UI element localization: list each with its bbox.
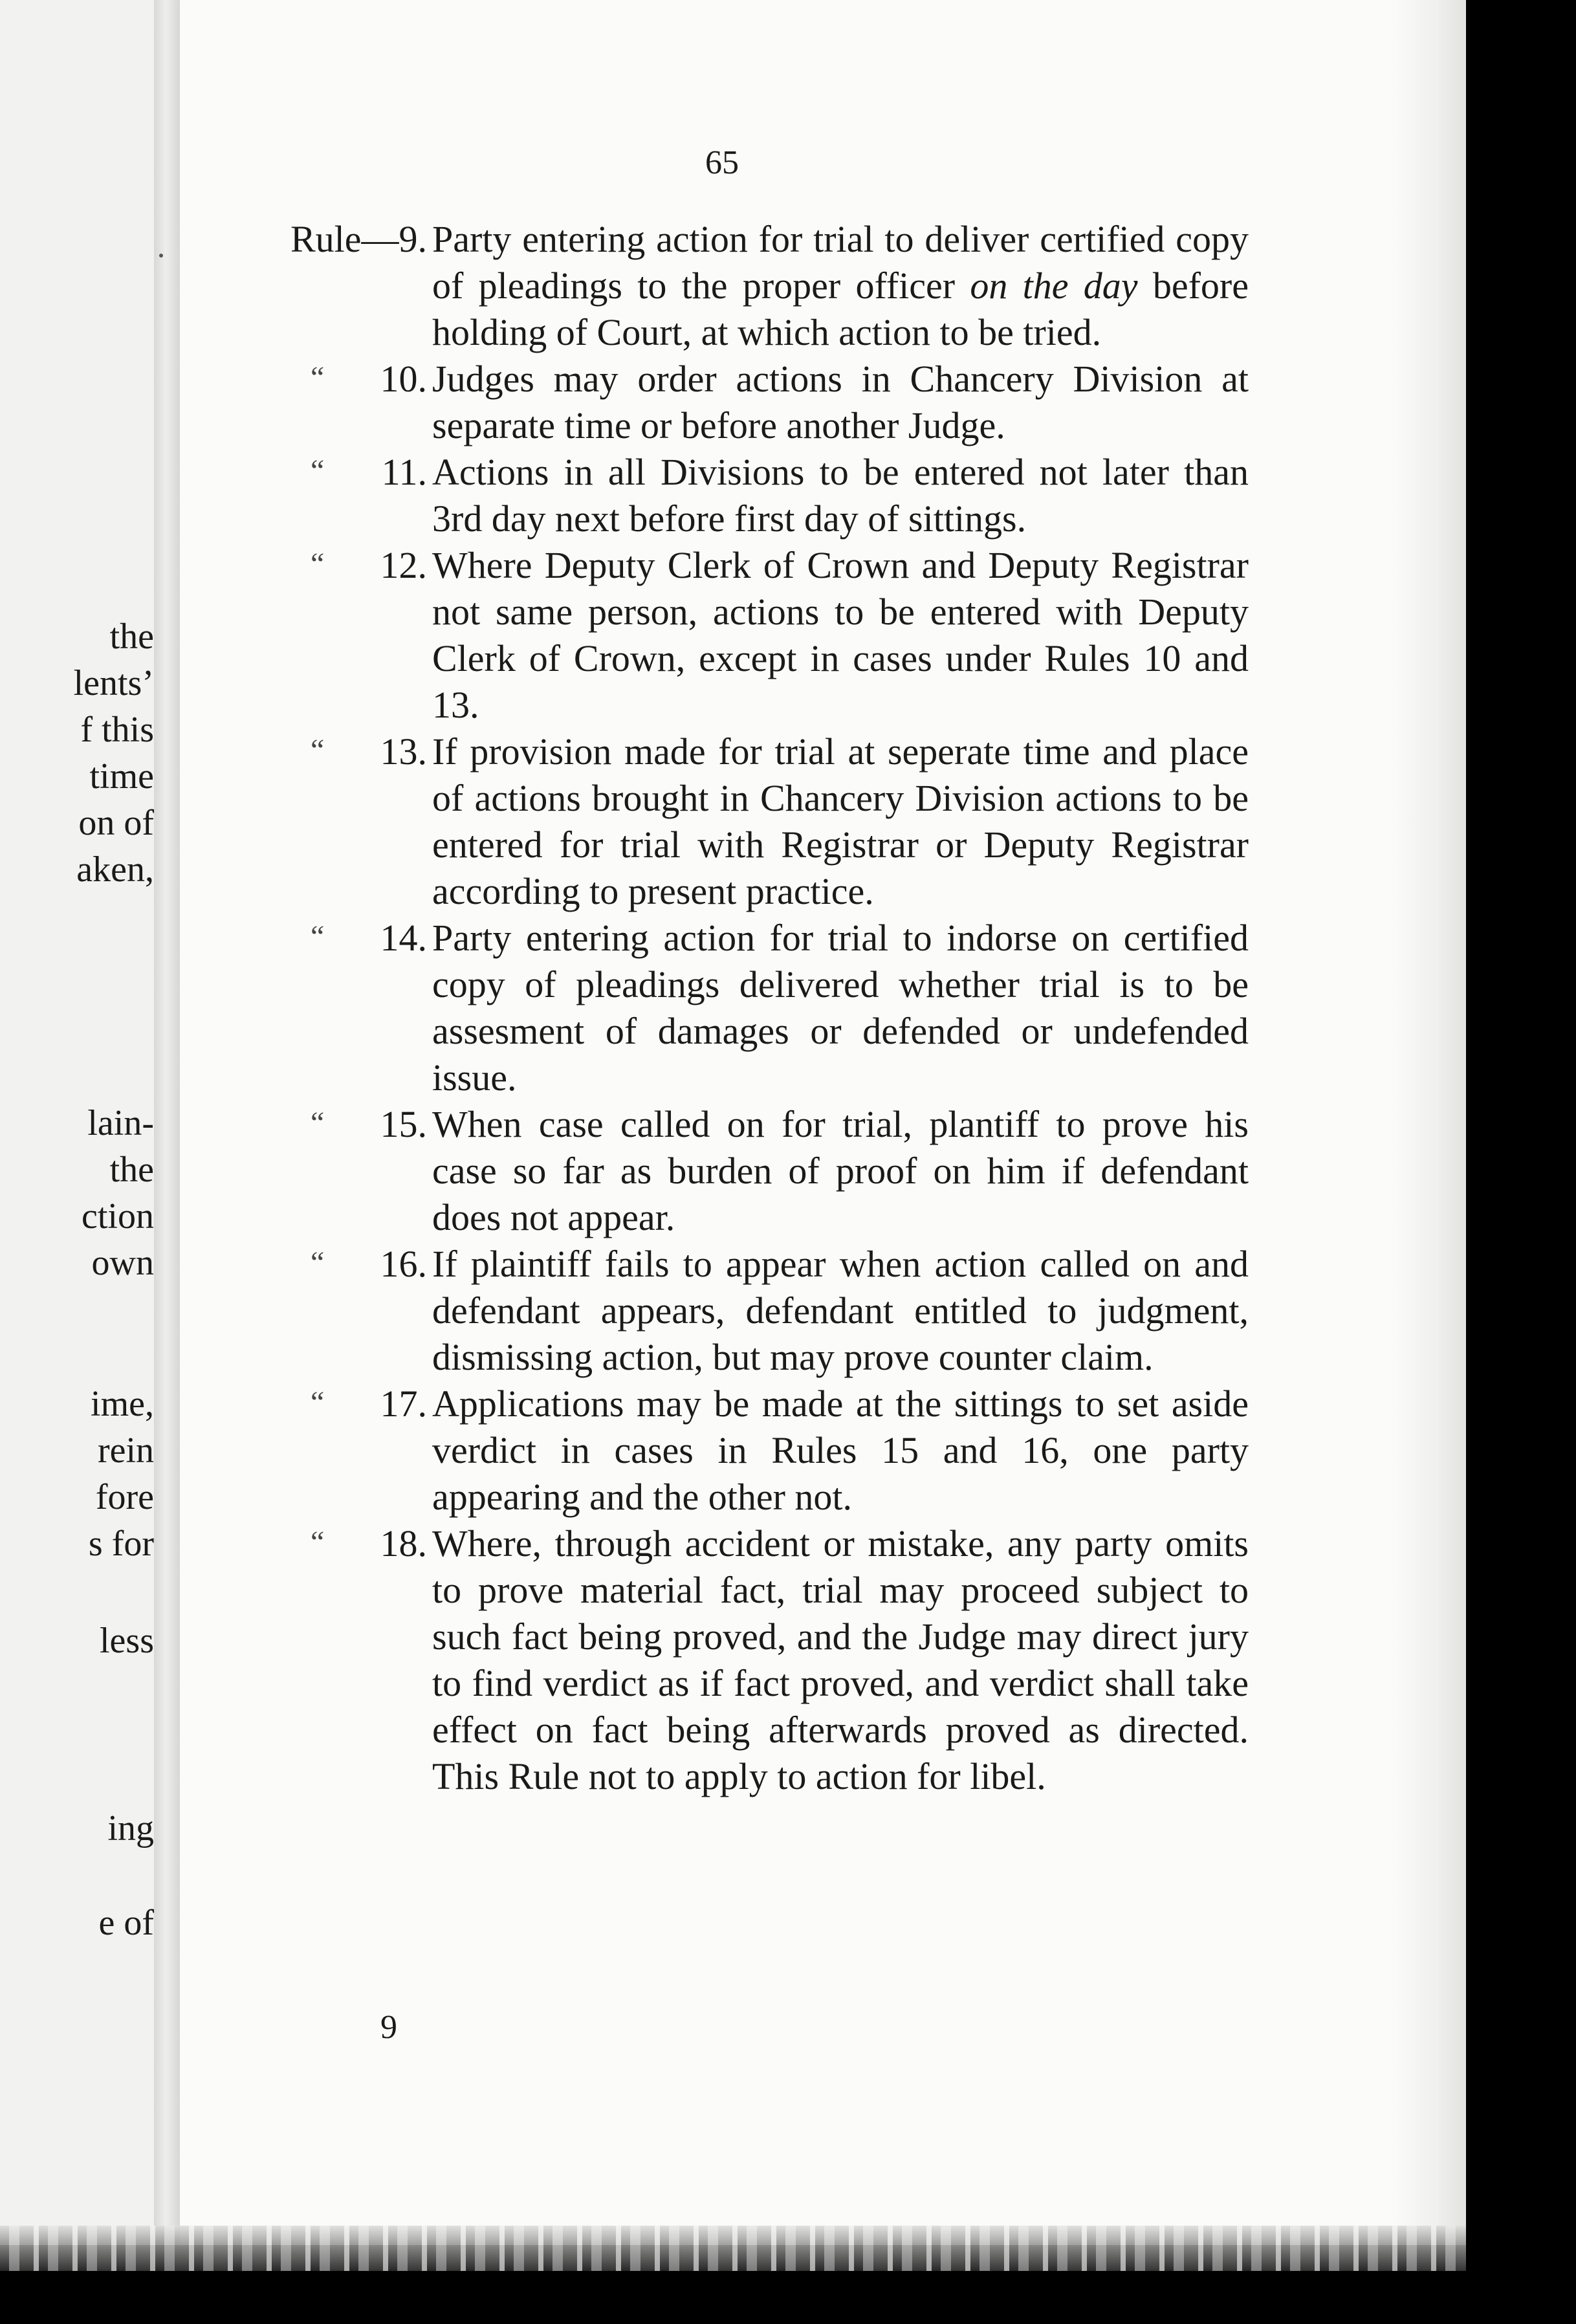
rule-text: Actions in all Divisions to be entered not later than 3rd day next before first day of sittings. [432, 451, 1249, 540]
rule-marker [265, 1101, 427, 1148]
ditto-mark: “ [311, 733, 325, 767]
rule-entry-10 [265, 356, 1249, 449]
rule-marker [265, 356, 427, 402]
rule-text: If provision made for trial at seperate time and place of actions brought in Chancery Division actions to be entered for trial with Registrar or Deputy Registrar according to present practice. [432, 730, 1249, 912]
rule-list [265, 216, 1249, 1800]
rule-text-part: before holding of Court, at which action to be tried. [432, 265, 1249, 353]
rule-text [432, 216, 1249, 356]
left-page-fragment: own [91, 1243, 154, 1283]
rule-entry-11 [265, 449, 1249, 542]
rule-number: 15. [380, 1103, 427, 1145]
scan-border [1466, 0, 1576, 2324]
left-page-fragment: ction [82, 1196, 154, 1236]
left-page-fragment: lain- [87, 1103, 154, 1143]
ditto-mark: “ [311, 360, 325, 395]
ditto-mark: “ [311, 1385, 325, 1420]
ditto-mark: “ [311, 1245, 325, 1280]
rule-text-italic: on the day [970, 265, 1138, 307]
rule-number: 9. [399, 218, 427, 260]
left-page-fragment: fore [95, 1477, 154, 1517]
rule-text: Applications may be made at the sittings to set aside verdict in cases in Rules 15 and 16, one party appearing and the other not. [432, 1383, 1249, 1518]
rule-marker [265, 216, 427, 263]
rule-marker [265, 729, 427, 775]
ditto-mark: “ [311, 547, 325, 581]
left-page-fragment: time [89, 756, 154, 796]
rule-text: Party entering action for trial to indorse on certified copy of pleadings delivered whether trial is to be assesment of damages or defended or undefended issue. [432, 917, 1249, 1099]
rule-entry-12 [265, 542, 1249, 729]
page-gutter [154, 0, 180, 2245]
rule-marker [265, 1520, 427, 1567]
page-edge-shadow [1391, 0, 1466, 2245]
left-page-fragment: ime, [91, 1384, 154, 1424]
rule-text: When case called on for trial, plantiff to prove his case so far as burden of proof on him if defendant does not appear. [432, 1103, 1249, 1238]
ditto-mark: “ [311, 919, 325, 954]
rule-number: 10. [380, 358, 427, 400]
rule-entry-17 [265, 1381, 1249, 1520]
left-page-fragment: lents’ [73, 663, 154, 703]
rule-text: Where Deputy Clerk of Crown and Deputy Registrar not same person, actions to be entered with Deputy Clerk of Crown, except in cases under Rules 10 and 13. [432, 544, 1249, 726]
rule-text: If plaintiff fails to appear when action called on and defendant appears, defendant entitled to judgment, dismissing action, but may prove counter claim. [432, 1243, 1249, 1378]
left-page-fragment: e of [98, 1903, 154, 1943]
rule-number: 18. [380, 1522, 427, 1564]
rule-number: 17. [380, 1383, 427, 1425]
rule-number: 12. [380, 544, 427, 586]
rule-marker [265, 915, 427, 961]
left-page-fragment: rein [97, 1431, 154, 1471]
left-page-fragment: less [100, 1621, 154, 1661]
rule-marker [265, 449, 427, 496]
rule-text: Judges may order actions in Chancery Division at separate time or before another Judge. [432, 358, 1249, 446]
rule-entry-15 [265, 1101, 1249, 1241]
rule-number: 11. [381, 451, 427, 493]
left-page-fragment: s for [88, 1524, 154, 1564]
left-page-fragment: the [109, 1150, 154, 1190]
scan-speck [159, 254, 163, 258]
rule-text-part: Party entering action for trial to deliver certified copy of pleadings to the proper officer [432, 218, 1249, 307]
ditto-mark: “ [311, 1106, 325, 1140]
rule-entry-9 [265, 216, 1249, 356]
rule-marker [265, 1241, 427, 1288]
rule-marker [265, 542, 427, 589]
left-page-fragment: on of [78, 803, 154, 843]
rule-number: 14. [380, 917, 427, 959]
left-page-edge [0, 0, 154, 2245]
page-number: 65 [705, 144, 739, 181]
scan-bottom-edge [0, 2226, 1466, 2271]
rule-marker [265, 1381, 427, 1427]
left-page-fragment: aken, [76, 850, 154, 890]
signature-mark: 9 [380, 2009, 397, 2046]
rule-text: Where, through accident or mistake, any party omits to prove material fact, trial may proceed subject to such fact being proved, and the Judge may direct jury to find verdict as if fact proved, and verdict shall take effect on fact being afterwards proved as directed. This Rule not to apply to action for libel. [432, 1522, 1249, 1797]
left-page-fragment: ing [107, 1808, 154, 1848]
rule-entry-16 [265, 1241, 1249, 1381]
rule-entry-13 [265, 729, 1249, 915]
ditto-mark: “ [311, 1525, 325, 1559]
left-page-fragment: the [109, 617, 154, 657]
ditto-mark: “ [311, 454, 325, 488]
rule-entry-18 [265, 1520, 1249, 1800]
rule-entry-14 [265, 915, 1249, 1101]
rule-prefix: Rule— [290, 218, 399, 260]
rule-number: 13. [380, 730, 427, 773]
rule-number: 16. [380, 1243, 427, 1285]
left-page-fragment: f this [80, 710, 154, 750]
